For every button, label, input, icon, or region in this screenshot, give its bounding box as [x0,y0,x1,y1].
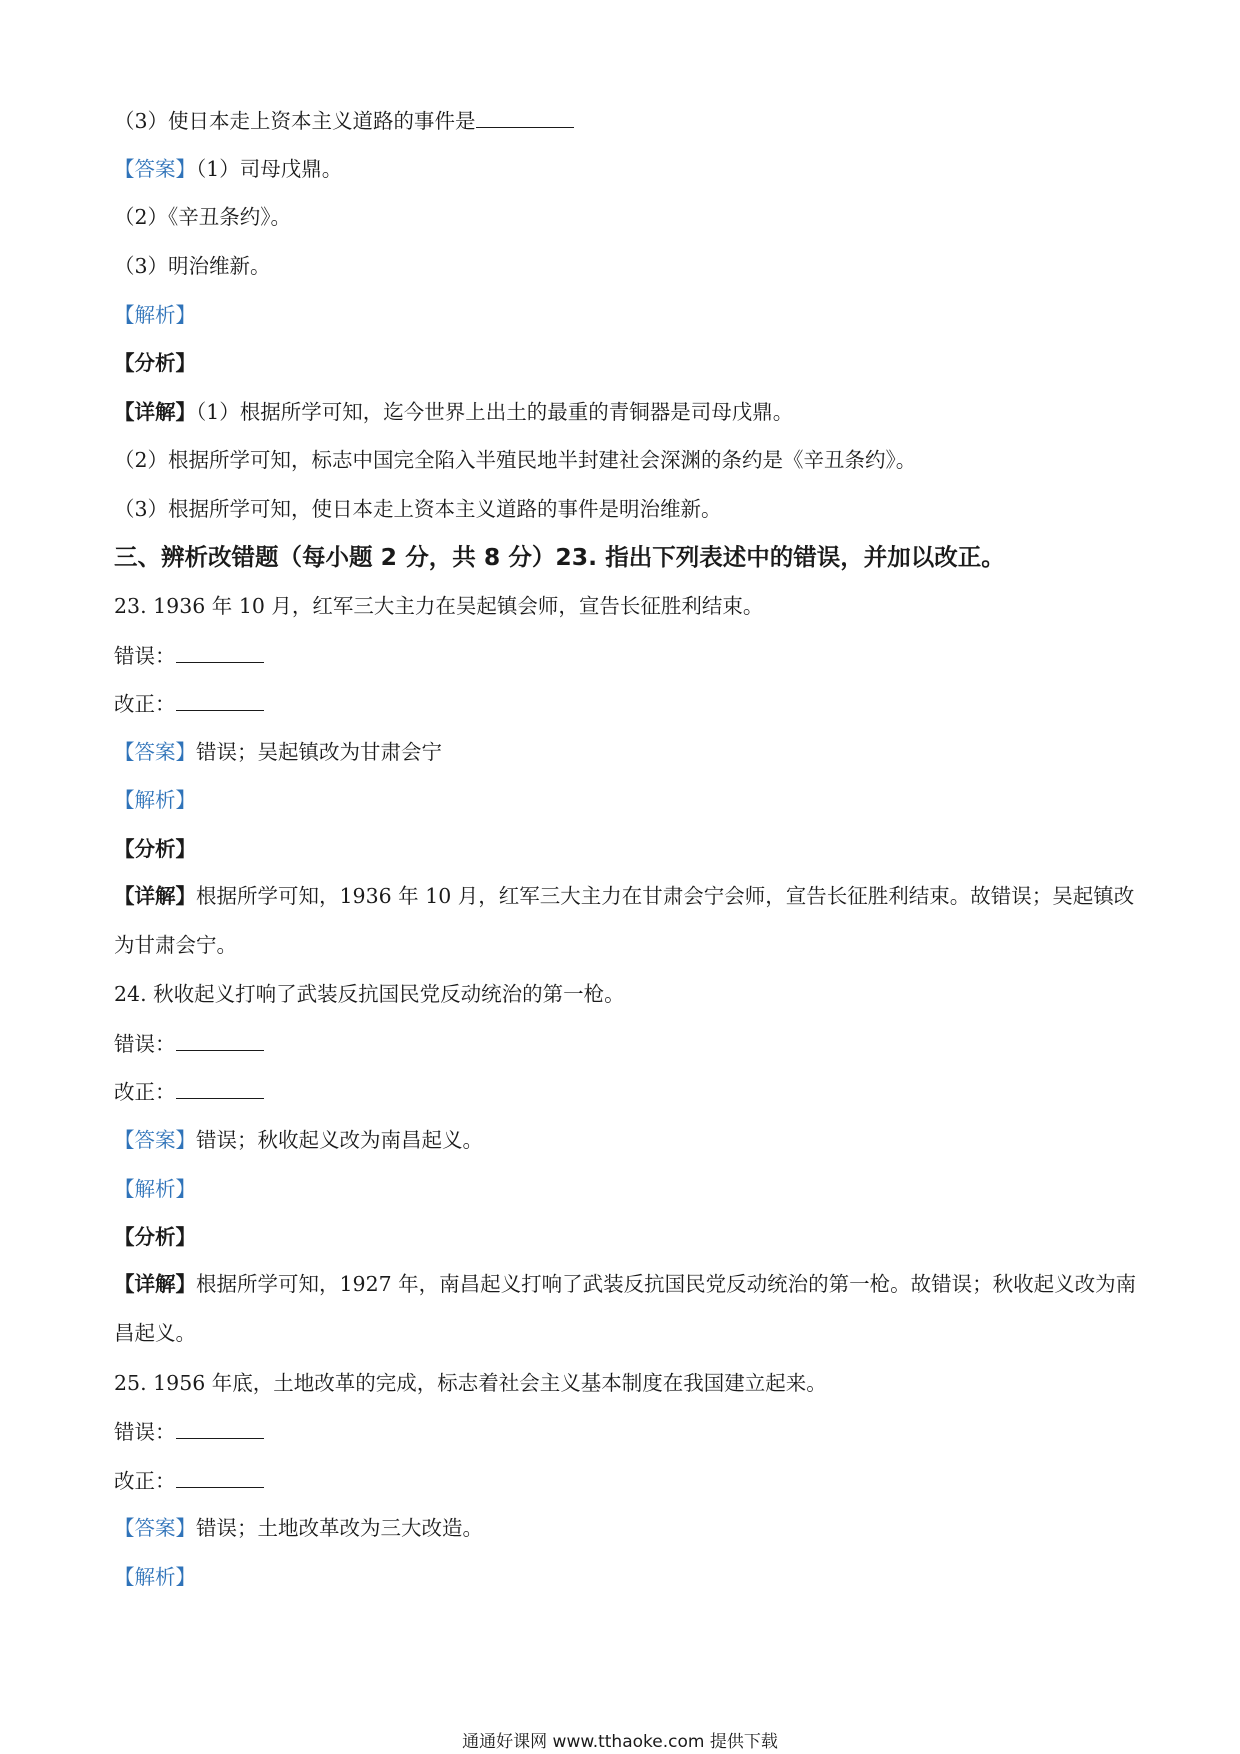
q22-answer-line: 【答案】（1）司母戊鼎。 [114,157,343,181]
q25-statement: 25. 1956 年底，土地改革的完成，标志着社会主义基本制度在我国建立起来。 [114,1371,827,1395]
xiangjie-tag: 【详解】 [114,1272,196,1296]
fenxi-tag: 【分析】 [114,837,196,861]
answer-blank [176,690,264,711]
q24-statement: 24. 秋收起义打响了武装反抗国民党反动统治的第一枪。 [114,982,625,1006]
answer-blank [176,1467,264,1488]
q24-error-line: 错误： [114,1030,1140,1057]
q25-answer-line: 【答案】错误；土地改革改为三大改造。 [114,1516,483,1540]
q23-statement: 23. 1936 年 10 月，红军三大主力在吴起镇会师，宣告长征胜利结束。 [114,594,764,618]
xiangjie-tag: 【详解】 [114,884,196,908]
q22-answer-3: （3）明治维新。 [114,254,271,278]
q23-detail: 【详解】根据所学可知，1936 年 10 月，红军三大主力在甘肃会宁会师，宣告长征胜利结束。故错误；吴起镇改为甘肃会宁。 [114,884,1135,957]
answer-blank [176,642,264,663]
jiexi-tag: 【解析】 [114,1177,196,1201]
jiexi-tag: 【解析】 [114,1565,196,1589]
q22-answer-2: （2）《辛丑条约》。 [114,205,292,229]
q22-detail-1: 【详解】（1）根据所学可知，迄今世界上出土的最重的青铜器是司母戊鼎。 [114,400,794,424]
answer-tag: 【答案】 [114,1128,196,1152]
q22-detail-3: （3）根据所学可知，使日本走上资本主义道路的事件是明治维新。 [114,497,722,521]
footer-download-note: 通通好课网 www.tthaoke.com 提供下载 [462,1732,778,1752]
fenxi-tag: 【分析】 [114,1225,196,1249]
answer-tag: 【答案】 [114,740,196,764]
q25-error-line: 错误： [114,1418,1140,1445]
answer-blank [176,1418,264,1439]
q23-error-line: 错误： [114,642,1140,669]
answer-blank [476,107,574,128]
q24-correct-line: 改正： [114,1078,1140,1105]
answer-blank [176,1030,264,1051]
q24-detail: 【详解】根据所学可知，1927 年，南昌起义打响了武装反抗国民党反动统治的第一枪。故错误；秋收起义改为南昌起义。 [114,1272,1137,1345]
q25-correct-line: 改正： [114,1467,1140,1494]
fenxi-tag: 【分析】 [114,351,196,375]
q23-correct-line: 改正： [114,690,1140,717]
jiexi-tag: 【解析】 [114,788,196,812]
answer-tag: 【答案】 [114,157,196,181]
q23-answer-line: 【答案】错误；吴起镇改为甘肃会宁 [114,740,442,764]
jiexi-tag: 【解析】 [114,303,196,327]
q24-answer-line: 【答案】错误；秋收起义改为南昌起义。 [114,1128,483,1152]
q22-detail-2: （2）根据所学可知，标志中国完全陷入半殖民地半封建社会深渊的条约是《辛丑条约》。 [114,448,917,472]
answer-tag: 【答案】 [114,1516,196,1540]
section-heading: 三、辨析改错题（每小题 2 分，共 8 分）23. 指出下列表述中的错误，并加以改正。 [114,543,1005,571]
q22-part3-prompt: （3）使日本走上资本主义道路的事件是 [114,107,1140,134]
answer-blank [176,1078,264,1099]
xiangjie-tag: 【详解】 [114,400,196,424]
